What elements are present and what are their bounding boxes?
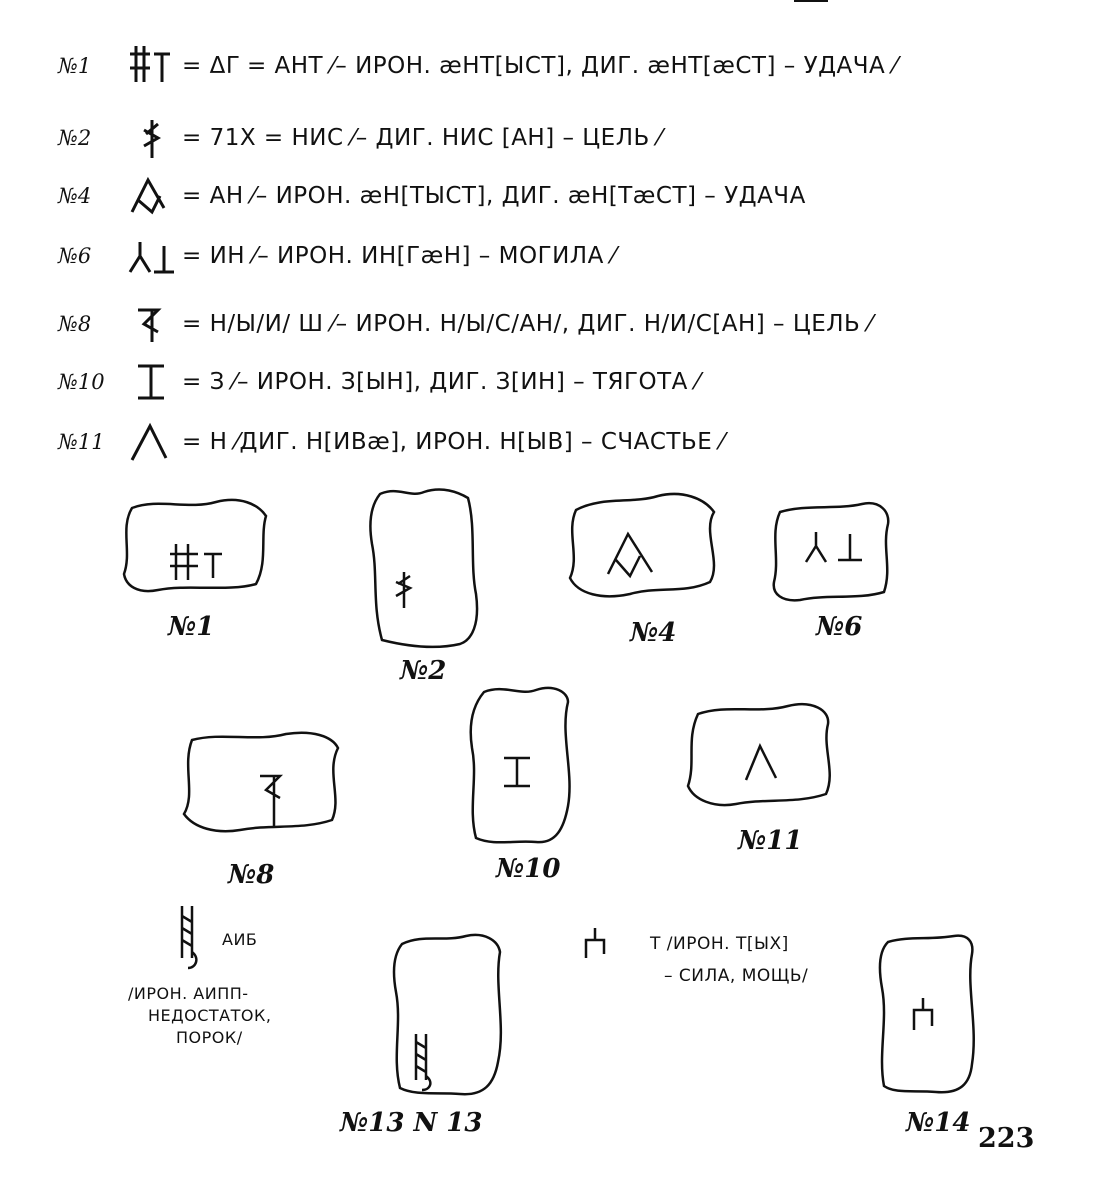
stone-6-drawing xyxy=(766,498,896,608)
aib-definition-line-3: ПОРОК/ xyxy=(176,1028,243,1047)
aib-label: АИБ xyxy=(222,930,258,949)
entry-equation: = Н ⁄ДИГ. Н[ИВæ], ИРОН. Н[ЫВ] – СЧАСТЬЕ ⁄ xyxy=(182,429,725,455)
caption-n11: №11 xyxy=(738,826,803,856)
entry-equation: = ΔΓ = АНТ ⁄– ИРОН. æНТ[ЫСТ], ДИГ. æНТ[æСТ] – УДАЧА ⁄ xyxy=(182,53,898,79)
stone-10-drawing xyxy=(464,682,578,852)
aib-definition-line-1: /ИРОН. АИПП- xyxy=(128,984,249,1003)
entry-10 xyxy=(58,356,700,408)
t-rune-icon xyxy=(582,924,610,962)
entry-number: №1 xyxy=(58,54,92,78)
stone-2-drawing xyxy=(364,484,480,654)
rune-icon xyxy=(124,232,182,280)
aib-definition-line-2: НЕДОСТАТОК, xyxy=(148,1006,272,1025)
entry-equation: = Н/Ы/И/ Ш ⁄– ИРОН. Н/Ы/С/АН/, ДИГ. Н/И/С[АН] – ЦЕЛЬ ⁄ xyxy=(182,311,873,337)
rune-icon xyxy=(124,418,182,466)
stone-13-drawing xyxy=(386,930,510,1102)
entry-8 xyxy=(58,298,872,350)
caption-n10: №10 xyxy=(496,854,561,884)
rune-icon xyxy=(124,172,182,220)
entry-number: №4 xyxy=(58,184,92,208)
stone-1-drawing xyxy=(118,492,278,602)
t-definition-line-2: – СИЛА, МОЩЬ/ xyxy=(664,966,809,986)
caption-n6: №6 xyxy=(816,612,863,642)
entry-6 xyxy=(58,230,616,282)
caption-n14: №14 xyxy=(906,1108,971,1138)
caption-n1: №1 xyxy=(168,612,215,642)
entry-equation: = АН ⁄– ИРОН. æН[ТЫСТ], ДИГ. æН[ТæСТ] – УДАЧА xyxy=(182,183,806,209)
entry-number: №8 xyxy=(58,312,92,336)
entry-11 xyxy=(58,416,724,468)
entry-4 xyxy=(58,170,806,222)
t-definition-line-1: Т /ИРОН. Т[ЫХ] xyxy=(650,934,789,954)
entry-equation: = ИН ⁄– ИРОН. ИН[ГæН] – МОГИЛА ⁄ xyxy=(182,243,616,269)
rune-icon xyxy=(124,358,182,406)
entry-number: №2 xyxy=(58,126,92,150)
page-number: 223 xyxy=(978,1123,1035,1154)
entry-2 xyxy=(58,112,662,164)
rune-icon xyxy=(124,114,182,162)
aib-rune-icon xyxy=(176,902,204,974)
entry-equation: = 71X = НИС ⁄– ДИГ. НИС [АН] – ЦЕЛЬ ⁄ xyxy=(182,125,662,151)
stone-8-drawing xyxy=(176,728,348,838)
entry-number: №11 xyxy=(58,430,105,454)
stone-4-drawing xyxy=(562,490,724,602)
entry-number: №6 xyxy=(58,244,92,268)
stone-14-drawing xyxy=(874,930,982,1100)
top-marker xyxy=(794,0,828,2)
entry-equation: = З ⁄– ИРОН. З[ЫН], ДИГ. З[ИН] – ТЯГОТА ⁄ xyxy=(182,369,701,395)
rune-icon xyxy=(124,42,182,90)
caption-n8: №8 xyxy=(228,860,275,890)
entry-1 xyxy=(58,40,897,92)
caption-n2: №2 xyxy=(400,656,447,686)
caption-n13: №13 N 13 xyxy=(340,1108,483,1138)
entry-number: №10 xyxy=(58,370,105,394)
stone-11-drawing xyxy=(680,700,840,812)
rune-icon xyxy=(124,300,182,348)
caption-n4: №4 xyxy=(630,618,677,648)
